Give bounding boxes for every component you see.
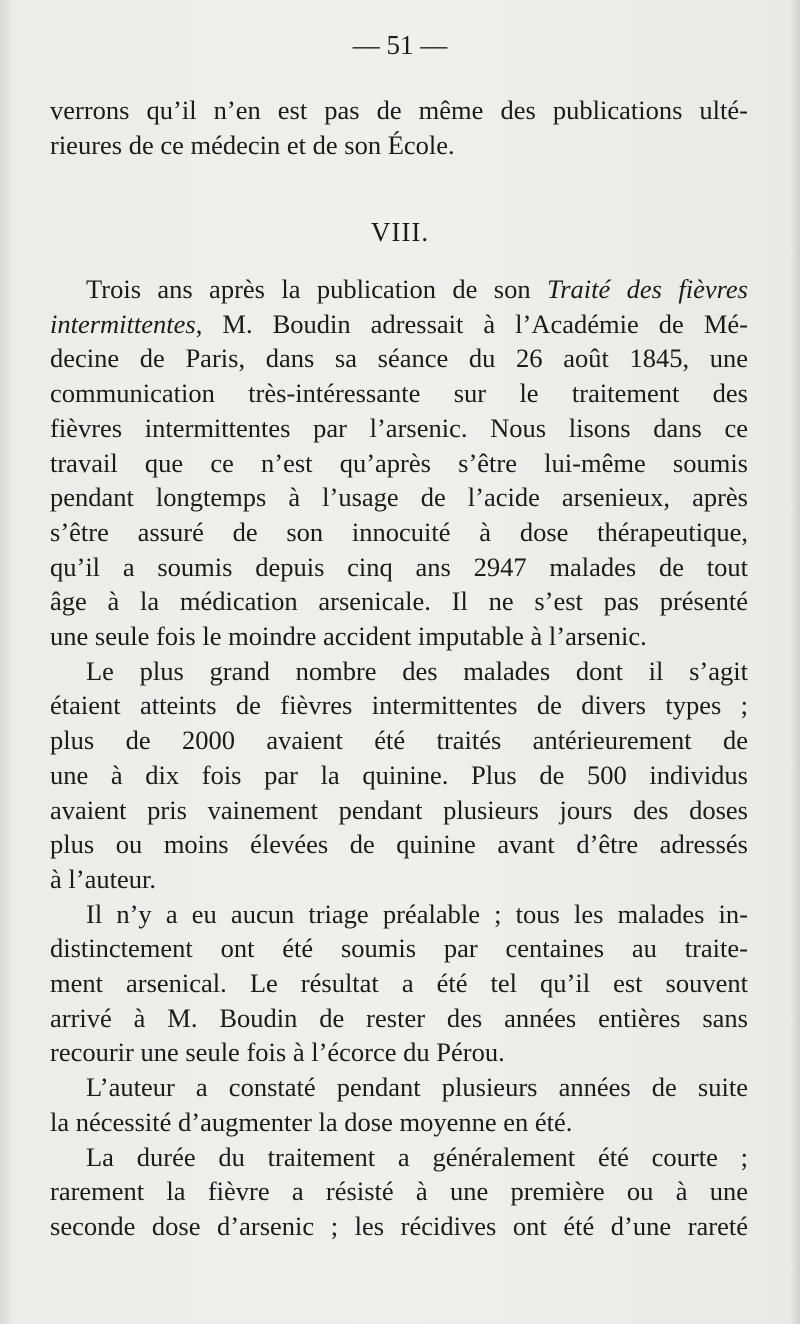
text-line: plus ou moins élevées de quinine avant d’être adressés <box>50 829 748 860</box>
text-line: L’auteur a constaté pendant plusieurs années de suite <box>86 1072 748 1103</box>
section-heading: VIII. <box>370 217 430 247</box>
text-line: Le plus grand nombre des malades dont il s’agit <box>86 655 748 686</box>
text-line: qu’il a soumis depuis cinq ans 2947 malades de tout <box>50 551 748 582</box>
text-line: rarement la fièvre a résisté à une première ou à une <box>50 1176 748 1207</box>
text-fragment: , M. Boudin adressait à l’Académie de Mé- <box>195 308 748 339</box>
text-line: âge à la médication arsenicale. Il ne s’est pas présenté <box>50 586 748 617</box>
text-line: verrons qu’il n’en est pas de même des publications ulté- <box>50 95 748 125</box>
text-line: s’être assuré de son innocuité à dose thérapeutique, <box>50 516 748 547</box>
text-fragment: Trois ans après la publication de son <box>86 274 547 304</box>
text-line <box>50 272 748 307</box>
text-line: la nécessité d’augmenter la dose moyenne en été. <box>50 1106 573 1137</box>
text-line: une seule fois le moindre accident imputable à l’arsenic. <box>50 621 647 652</box>
text-line: seconde dose d’arsenic ; les récidives ont été d’une rareté <box>50 1210 748 1241</box>
text-line: rieures de ce médecin et de son École. <box>50 129 455 160</box>
text-line: une à dix fois par la quinine. Plus de 500 individus <box>50 759 748 790</box>
book-title-italic: Traité des fièvres <box>546 274 748 304</box>
text-line: avaient pris vainement pendant plusieurs jours des doses <box>50 794 748 825</box>
text-line: decine de Paris, dans sa séance du 26 août 1845, une <box>50 343 748 374</box>
text-line: communication très-intéressante sur le traitement des <box>50 378 748 409</box>
text-line: plus de 2000 avaient été traités antérieurement de <box>50 725 748 756</box>
text-line: ment arsenical. Le résultat a été tel qu’il est souvent <box>50 968 748 999</box>
book-title-italic: intermittentes <box>50 308 196 339</box>
text-line: Il n’y a eu aucun triage préalable ; tous les malades in- <box>86 898 748 929</box>
text-line: distinctement ont été soumis par centaines au traite- <box>50 933 748 964</box>
text-line: recourir une seule fois à l’écorce du Pérou. <box>50 1037 505 1068</box>
text-line <box>50 307 748 342</box>
text-line: à l’auteur. <box>50 863 156 894</box>
text-line: arrivé à M. Boudin de rester des années entières sans <box>50 1002 748 1033</box>
page-number: — 51 — <box>352 30 448 60</box>
text-line: travail que ce n’est qu’après s’être lui-même soumis <box>50 447 748 478</box>
text-line: La durée du traitement a généralement été courte ; <box>86 1141 748 1172</box>
intro-paragraph <box>50 93 748 162</box>
text-line: pendant longtemps à l’usage de l’acide arsenieux, après <box>50 482 748 513</box>
text-line: fièvres intermittentes par l’arsenic. Nous lisons dans ce <box>50 412 748 443</box>
text-line: étaient atteints de fièvres intermittentes de divers types ; <box>50 690 748 721</box>
body-text <box>50 272 748 1244</box>
